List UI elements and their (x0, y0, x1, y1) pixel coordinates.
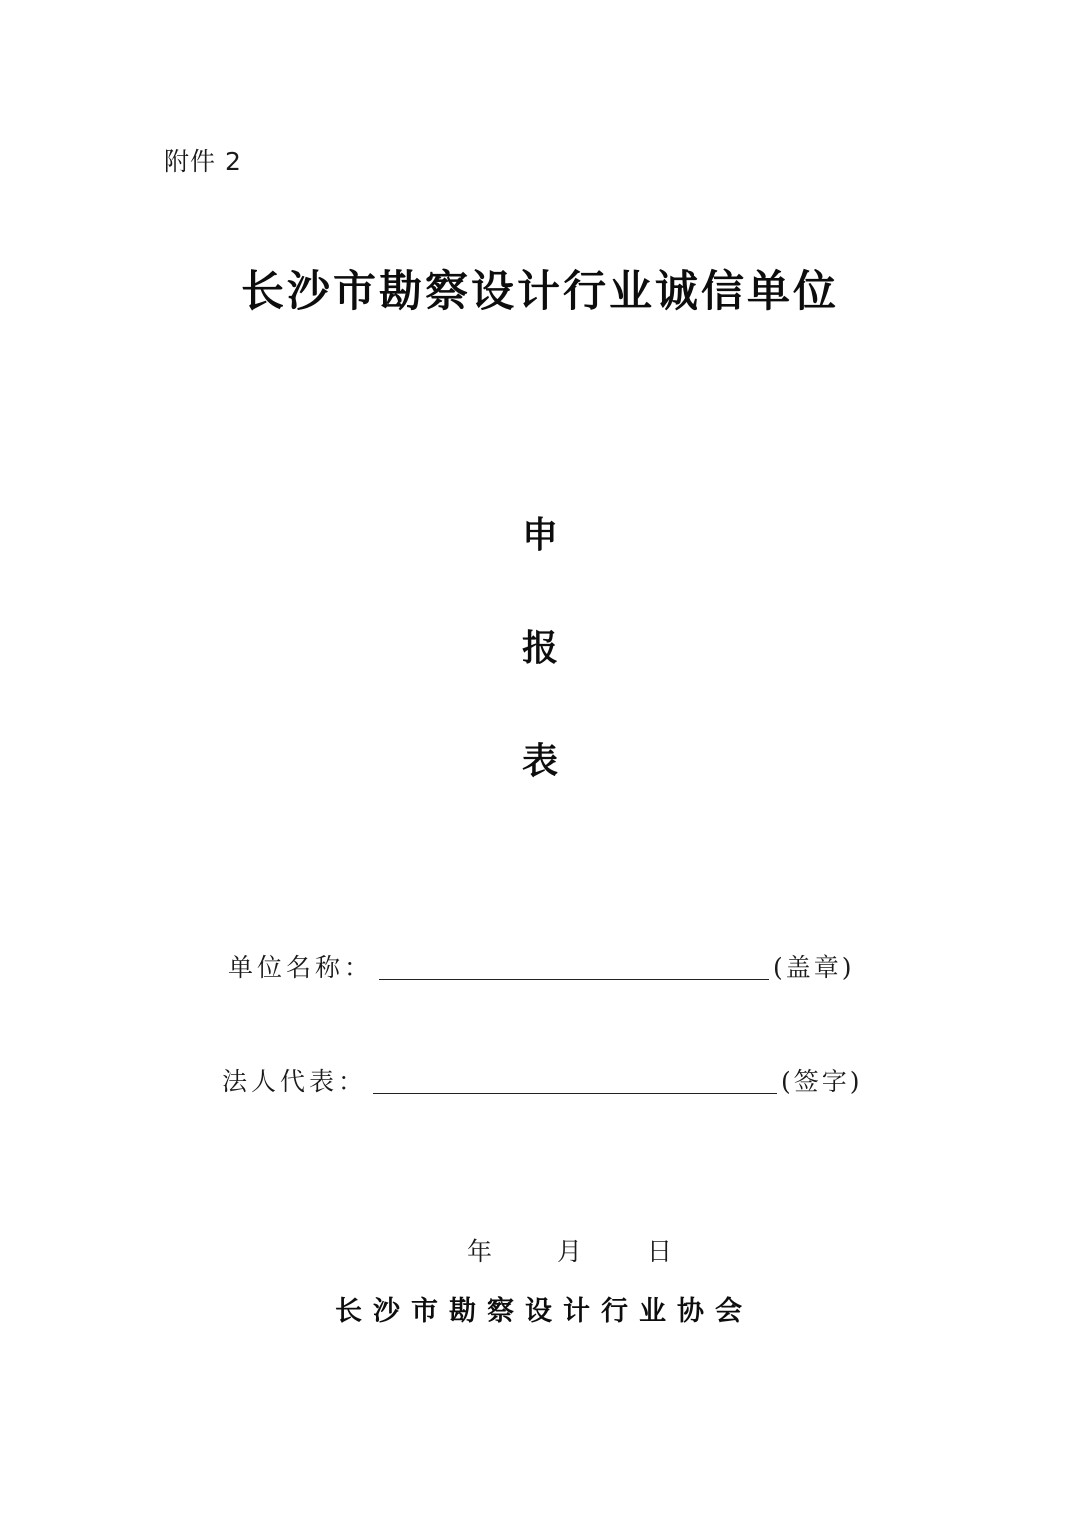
unit-name-blank-line[interactable] (379, 979, 769, 980)
legal-rep-blank-line[interactable] (373, 1093, 777, 1094)
issuing-organization: 长沙市勘察设计行业协会 (335, 1296, 753, 1327)
unit-name-row (228, 948, 855, 984)
subtitle-char-bao: 报 (521, 627, 558, 669)
unit-name-label: 单位名称： (228, 953, 374, 982)
document-title: 长沙市勘察设计行业诚信单位 (241, 267, 839, 317)
signature-note: (签字) (781, 1067, 863, 1096)
subtitle-char-biao: 表 (521, 740, 558, 782)
date-day-label: 日 (647, 1237, 673, 1266)
legal-rep-row (222, 1062, 863, 1098)
date-month-label: 月 (557, 1237, 583, 1266)
date-year-label: 年 (467, 1237, 493, 1266)
legal-rep-label: 法人代表： (222, 1067, 368, 1096)
attachment-label: 附件 2 (164, 147, 242, 176)
subtitle-char-shen: 申 (521, 514, 558, 556)
seal-note: (盖章) (773, 953, 855, 982)
